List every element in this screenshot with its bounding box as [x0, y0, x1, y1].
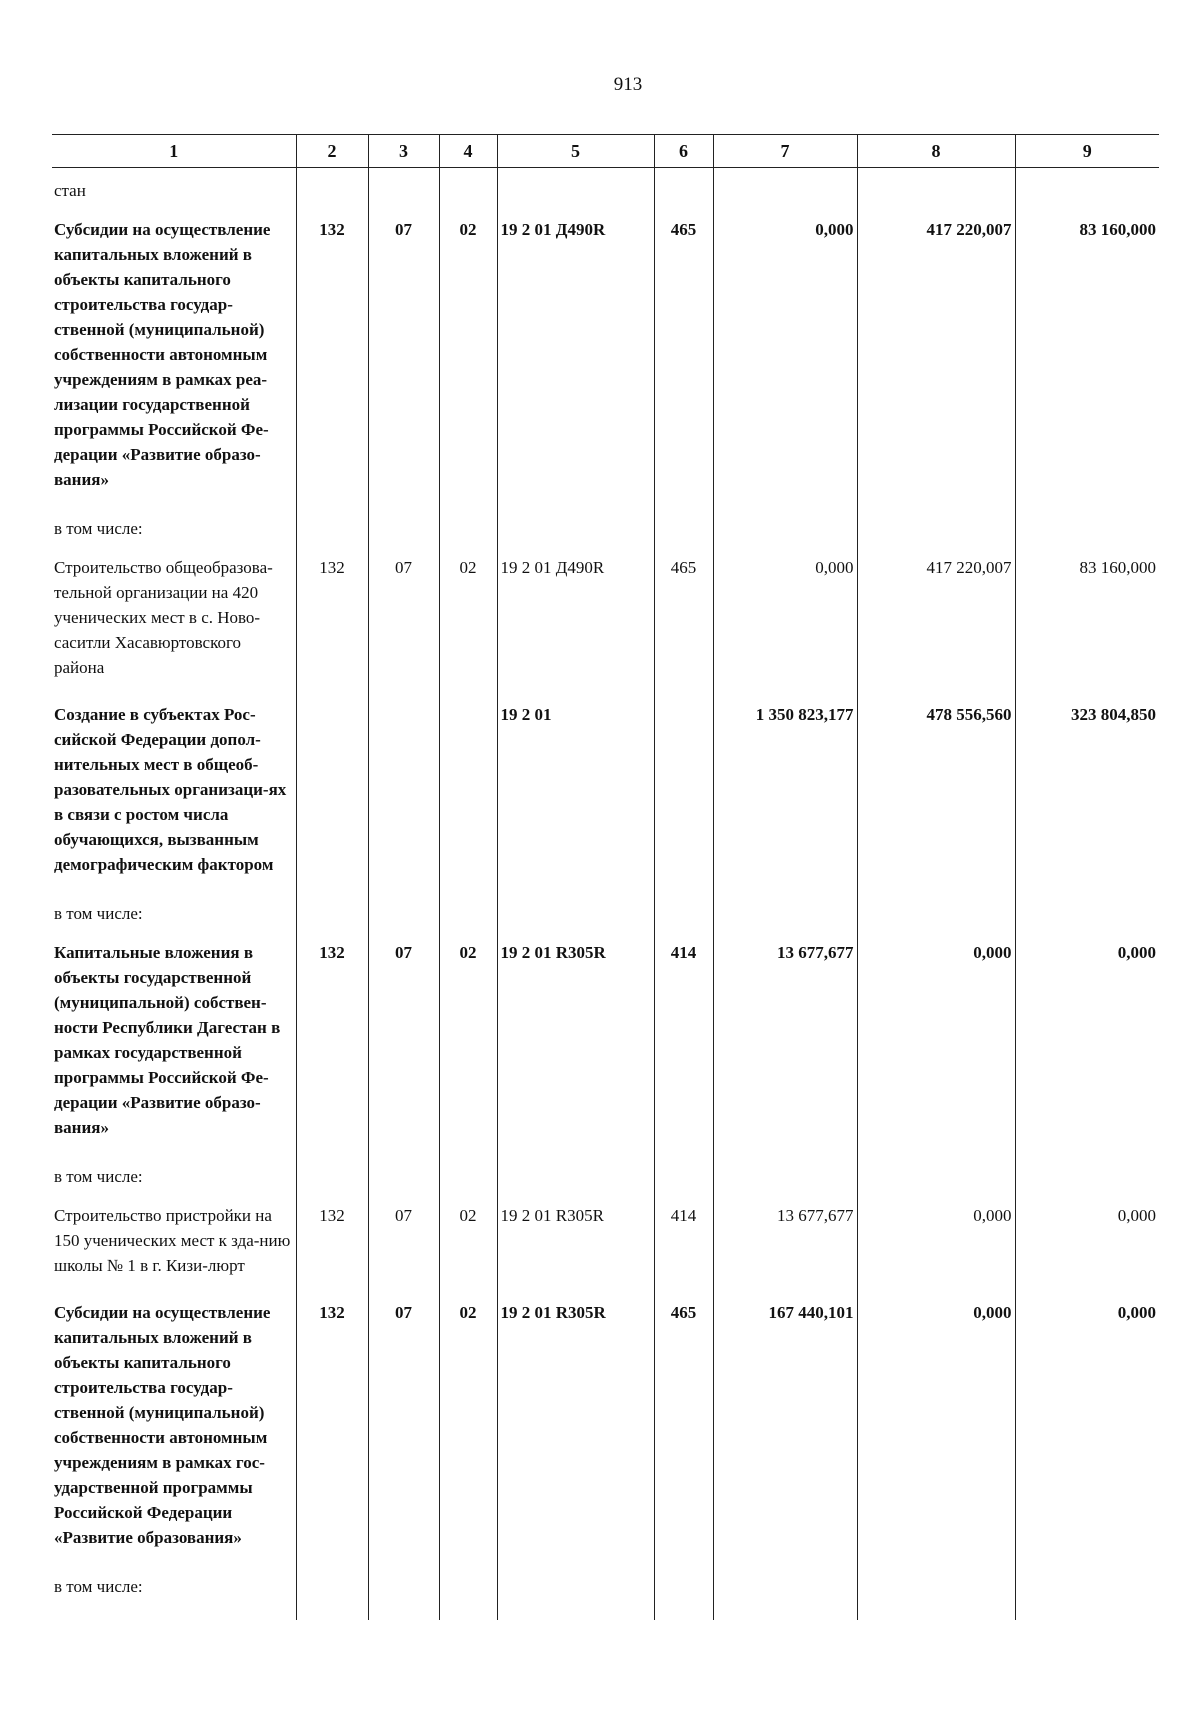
amount-col-9: 0,000 — [1015, 1292, 1159, 1564]
target-article — [497, 1564, 654, 1620]
col-header-1: 1 — [52, 135, 296, 168]
code-subsection — [439, 891, 497, 932]
amount-col-7: 0,000 — [713, 209, 857, 506]
expense-type — [654, 168, 713, 210]
item-name: в том числе: — [54, 904, 143, 923]
amount-col-7: 167 440,101 — [713, 1292, 857, 1564]
code-admin — [296, 168, 368, 210]
col-header-2: 2 — [296, 135, 368, 168]
amount-col-9 — [1015, 168, 1159, 210]
col-header-7: 7 — [713, 135, 857, 168]
target-article: 19 2 01 — [497, 694, 654, 891]
amount-col-9 — [1015, 1564, 1159, 1620]
item-name: Строительство общеобразова-тельной организации на 420 ученических мест в с. Ново-саситли Хасавюртовского района — [54, 558, 273, 677]
amount-col-9: 0,000 — [1015, 1195, 1159, 1292]
col-header-6: 6 — [654, 135, 713, 168]
item-name: Капитальные вложения в объекты государственной (муниципальной) собствен-ности Республики Дагестан в рамках государственной программы Российской Фе-дерации «Развитие образо-вания» — [54, 943, 281, 1137]
amount-col-7: 13 677,677 — [713, 932, 857, 1154]
code-subsection — [439, 168, 497, 210]
target-article — [497, 891, 654, 932]
amount-col-7: 1 350 823,177 — [713, 694, 857, 891]
amount-col-8 — [857, 506, 1015, 547]
amount-col-8 — [857, 1564, 1015, 1620]
amount-col-8: 417 220,007 — [857, 547, 1015, 694]
subheading-row — [52, 891, 1159, 932]
expense-type — [654, 1154, 713, 1195]
code-subsection: 02 — [439, 1292, 497, 1564]
item-name: Строительство пристройки на 150 ученических мест к зда-нию школы № 1 в г. Кизи-люрт — [54, 1206, 291, 1275]
code-admin: 132 — [296, 547, 368, 694]
code-section — [368, 694, 439, 891]
subheading-row — [52, 1564, 1159, 1620]
subheading-row — [52, 168, 1159, 210]
expense-type: 465 — [654, 1292, 713, 1564]
code-section: 07 — [368, 547, 439, 694]
col-header-4: 4 — [439, 135, 497, 168]
item-name: Субсидии на осуществление капитальных вложений в объекты капитального строительства государ-ственной (муниципальной) собственности автономным учреждениям в рамках реа-лизации государственной программы Российской Фе-дерации «Развитие образо-вания» — [54, 220, 271, 489]
item-name: Субсидии на осуществление капитальных вложений в объекты капитального строительства государ-ственной (муниципальной) собственности автономным учреждениям в рамках гос-ударственной программы Российской Федерации «Развитие образования» — [54, 1303, 271, 1547]
expense-type — [654, 1564, 713, 1620]
code-admin: 132 — [296, 1292, 368, 1564]
amount-col-8 — [857, 1154, 1015, 1195]
code-section — [368, 891, 439, 932]
table-row — [52, 1195, 1159, 1292]
code-section: 07 — [368, 209, 439, 506]
code-subsection — [439, 1564, 497, 1620]
table-row — [52, 547, 1159, 694]
code-admin — [296, 891, 368, 932]
col-header-8: 8 — [857, 135, 1015, 168]
table-body — [52, 168, 1159, 1621]
code-subsection: 02 — [439, 932, 497, 1154]
code-admin: 132 — [296, 1195, 368, 1292]
amount-col-9: 0,000 — [1015, 932, 1159, 1154]
amount-col-7 — [713, 891, 857, 932]
table-row — [52, 209, 1159, 506]
item-name: Создание в субъектах Рос-сийской Федерации допол-нительных мест в общеоб-разовательных организаци-ях в связи с ростом числа обучающихся, вызванным демографическим фактором — [54, 705, 287, 874]
amount-col-8: 0,000 — [857, 1195, 1015, 1292]
expense-type — [654, 506, 713, 547]
amount-col-7 — [713, 168, 857, 210]
code-subsection — [439, 506, 497, 547]
budget-table — [52, 134, 1159, 1620]
code-admin: 132 — [296, 209, 368, 506]
code-section: 07 — [368, 1292, 439, 1564]
code-subsection — [439, 1154, 497, 1195]
code-admin: 132 — [296, 932, 368, 1154]
expense-type — [654, 694, 713, 891]
amount-col-8: 478 556,560 — [857, 694, 1015, 891]
expense-type: 414 — [654, 1195, 713, 1292]
col-header-3: 3 — [368, 135, 439, 168]
subheading-row — [52, 1154, 1159, 1195]
amount-col-7: 0,000 — [713, 547, 857, 694]
amount-col-9 — [1015, 506, 1159, 547]
amount-col-9: 83 160,000 — [1015, 547, 1159, 694]
code-subsection: 02 — [439, 547, 497, 694]
code-admin — [296, 506, 368, 547]
amount-col-7 — [713, 1564, 857, 1620]
amount-col-7: 13 677,677 — [713, 1195, 857, 1292]
amount-col-7 — [713, 506, 857, 547]
code-section — [368, 168, 439, 210]
amount-col-8: 0,000 — [857, 932, 1015, 1154]
table-row — [52, 694, 1159, 891]
amount-col-8 — [857, 891, 1015, 932]
code-subsection: 02 — [439, 209, 497, 506]
code-section — [368, 506, 439, 547]
amount-col-8: 0,000 — [857, 1292, 1015, 1564]
col-header-9: 9 — [1015, 135, 1159, 168]
target-article — [497, 506, 654, 547]
expense-type: 414 — [654, 932, 713, 1154]
item-name: в том числе: — [54, 1577, 143, 1596]
code-section: 07 — [368, 1195, 439, 1292]
amount-col-7 — [713, 1154, 857, 1195]
code-admin — [296, 1154, 368, 1195]
expense-type — [654, 891, 713, 932]
code-subsection: 02 — [439, 1195, 497, 1292]
target-article: 19 2 01 Д490R — [497, 547, 654, 694]
code-admin — [296, 1564, 368, 1620]
target-article: 19 2 01 R305R — [497, 1195, 654, 1292]
page-number: 913 — [613, 74, 643, 95]
subheading-row — [52, 506, 1159, 547]
target-article — [497, 1154, 654, 1195]
column-number-header — [52, 135, 1159, 168]
target-article: 19 2 01 R305R — [497, 1292, 654, 1564]
amount-col-9: 323 804,850 — [1015, 694, 1159, 891]
target-article: 19 2 01 Д490R — [497, 209, 654, 506]
code-subsection — [439, 694, 497, 891]
table-row — [52, 1292, 1159, 1564]
amount-col-8 — [857, 168, 1015, 210]
amount-col-9 — [1015, 1154, 1159, 1195]
col-header-5: 5 — [497, 135, 654, 168]
expense-type: 465 — [654, 547, 713, 694]
code-admin — [296, 694, 368, 891]
code-section: 07 — [368, 932, 439, 1154]
amount-col-9: 83 160,000 — [1015, 209, 1159, 506]
amount-col-8: 417 220,007 — [857, 209, 1015, 506]
target-article: 19 2 01 R305R — [497, 932, 654, 1154]
code-section — [368, 1564, 439, 1620]
item-name: в том числе: — [54, 519, 143, 538]
amount-col-9 — [1015, 891, 1159, 932]
code-section — [368, 1154, 439, 1195]
item-name: стан — [54, 181, 86, 200]
table-row — [52, 932, 1159, 1154]
item-name: в том числе: — [54, 1167, 143, 1186]
expense-type: 465 — [654, 209, 713, 506]
target-article — [497, 168, 654, 210]
